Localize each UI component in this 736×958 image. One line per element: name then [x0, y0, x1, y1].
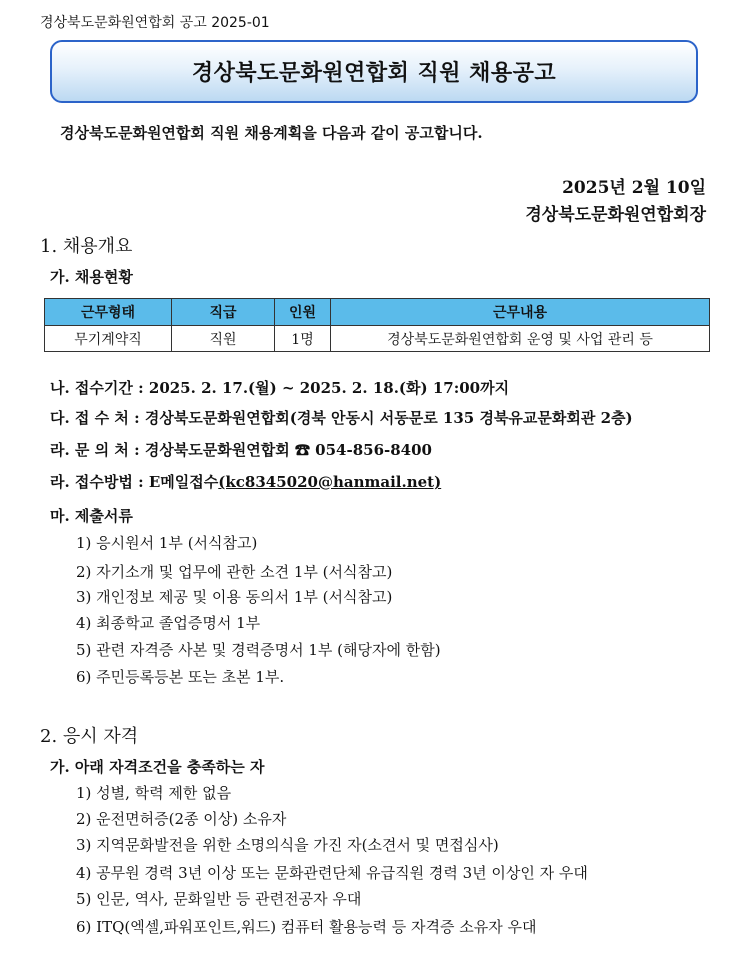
header-headcount: 인원 [275, 299, 331, 326]
list-item: 2) 운전면허증(2종 이상) 소유자 [76, 810, 287, 828]
application-method [50, 471, 441, 492]
recruitment-table [44, 298, 710, 352]
cell-rank: 직원 [172, 326, 275, 352]
application-period: 나. 접수기간 : 2025. 2. 17.(월) ~ 2025. 2. 18.(화) 17:00까지 [50, 379, 510, 397]
list-item: 1) 응시원서 1부 (서식참고) [76, 534, 258, 552]
list-item: 5) 인문, 역사, 문화일반 등 관련전공자 우대 [76, 890, 362, 908]
cell-headcount: 1명 [275, 326, 331, 352]
list-item: 4) 공무원 경력 3년 이상 또는 문화관련단체 유급직원 경력 3년 이상인 자 우대 [76, 864, 588, 882]
title-banner [50, 40, 698, 103]
notice-number: 경상북도문화원연합회 공고 2025-01 [40, 15, 270, 31]
header-employment-type: 근무형태 [45, 299, 172, 326]
intro-text: 경상북도문화원연합회 직원 채용계획을 다음과 같이 공고합니다. [60, 124, 483, 142]
header-duties: 근무내용 [331, 299, 710, 326]
cell-employment-type: 무기계약직 [45, 326, 172, 352]
list-item: 3) 개인정보 제공 및 이용 동의서 1부 (서식참고) [76, 588, 393, 606]
section-2-subtitle-a: 가. 아래 자격조건을 충족하는 자 [50, 758, 265, 776]
announcement-date: 2025년 2월 10일 [562, 178, 706, 198]
documents-subtitle: 마. 제출서류 [50, 507, 133, 525]
application-method-label: 라. 접수방법 : E메일접수 [50, 473, 219, 491]
list-item: 5) 관련 자격증 사본 및 경력증명서 1부 (해당자에 한함) [76, 641, 441, 659]
list-item: 3) 지역문화발전을 위한 소명의식을 가진 자(소견서 및 면접심사) [76, 836, 499, 854]
section-2-title: 2. 응시 자격 [40, 726, 139, 747]
application-email-link[interactable]: (kc8345020@hanmail.net) [218, 473, 442, 491]
header-rank: 직급 [172, 299, 275, 326]
list-item: 2) 자기소개 및 업무에 관한 소견 1부 (서식참고) [76, 563, 393, 581]
list-item: 6) ITQ(엑셀,파워포인트,워드) 컴퓨터 활용능력 등 자격증 소유자 우대 [76, 918, 537, 936]
issuer-organization: 경상북도문화원연합회장 [525, 205, 706, 225]
page-title: 경상북도문화원연합회 직원 채용공고 [191, 61, 557, 86]
section-1-subtitle-a: 가. 채용현황 [50, 268, 133, 286]
table-header-row [45, 299, 710, 326]
cell-duties: 경상북도문화원연합회 운영 및 사업 관리 등 [331, 326, 710, 352]
section-1-title: 1. 채용개요 [40, 236, 133, 257]
list-item: 4) 최종학교 졸업증명서 1부 [76, 614, 261, 632]
list-item: 1) 성별, 학력 제한 없음 [76, 784, 232, 802]
list-item: 6) 주민등록등본 또는 초본 1부. [76, 668, 285, 686]
application-place: 다. 접 수 처 : 경상북도문화원연합회(경북 안동시 서동문로 135 경북유교문화회관 2층) [50, 409, 633, 427]
table-row [45, 326, 710, 352]
inquiry-contact: 라. 문 의 처 : 경상북도문화원연합회 ☎ 054-856-8400 [50, 441, 432, 459]
